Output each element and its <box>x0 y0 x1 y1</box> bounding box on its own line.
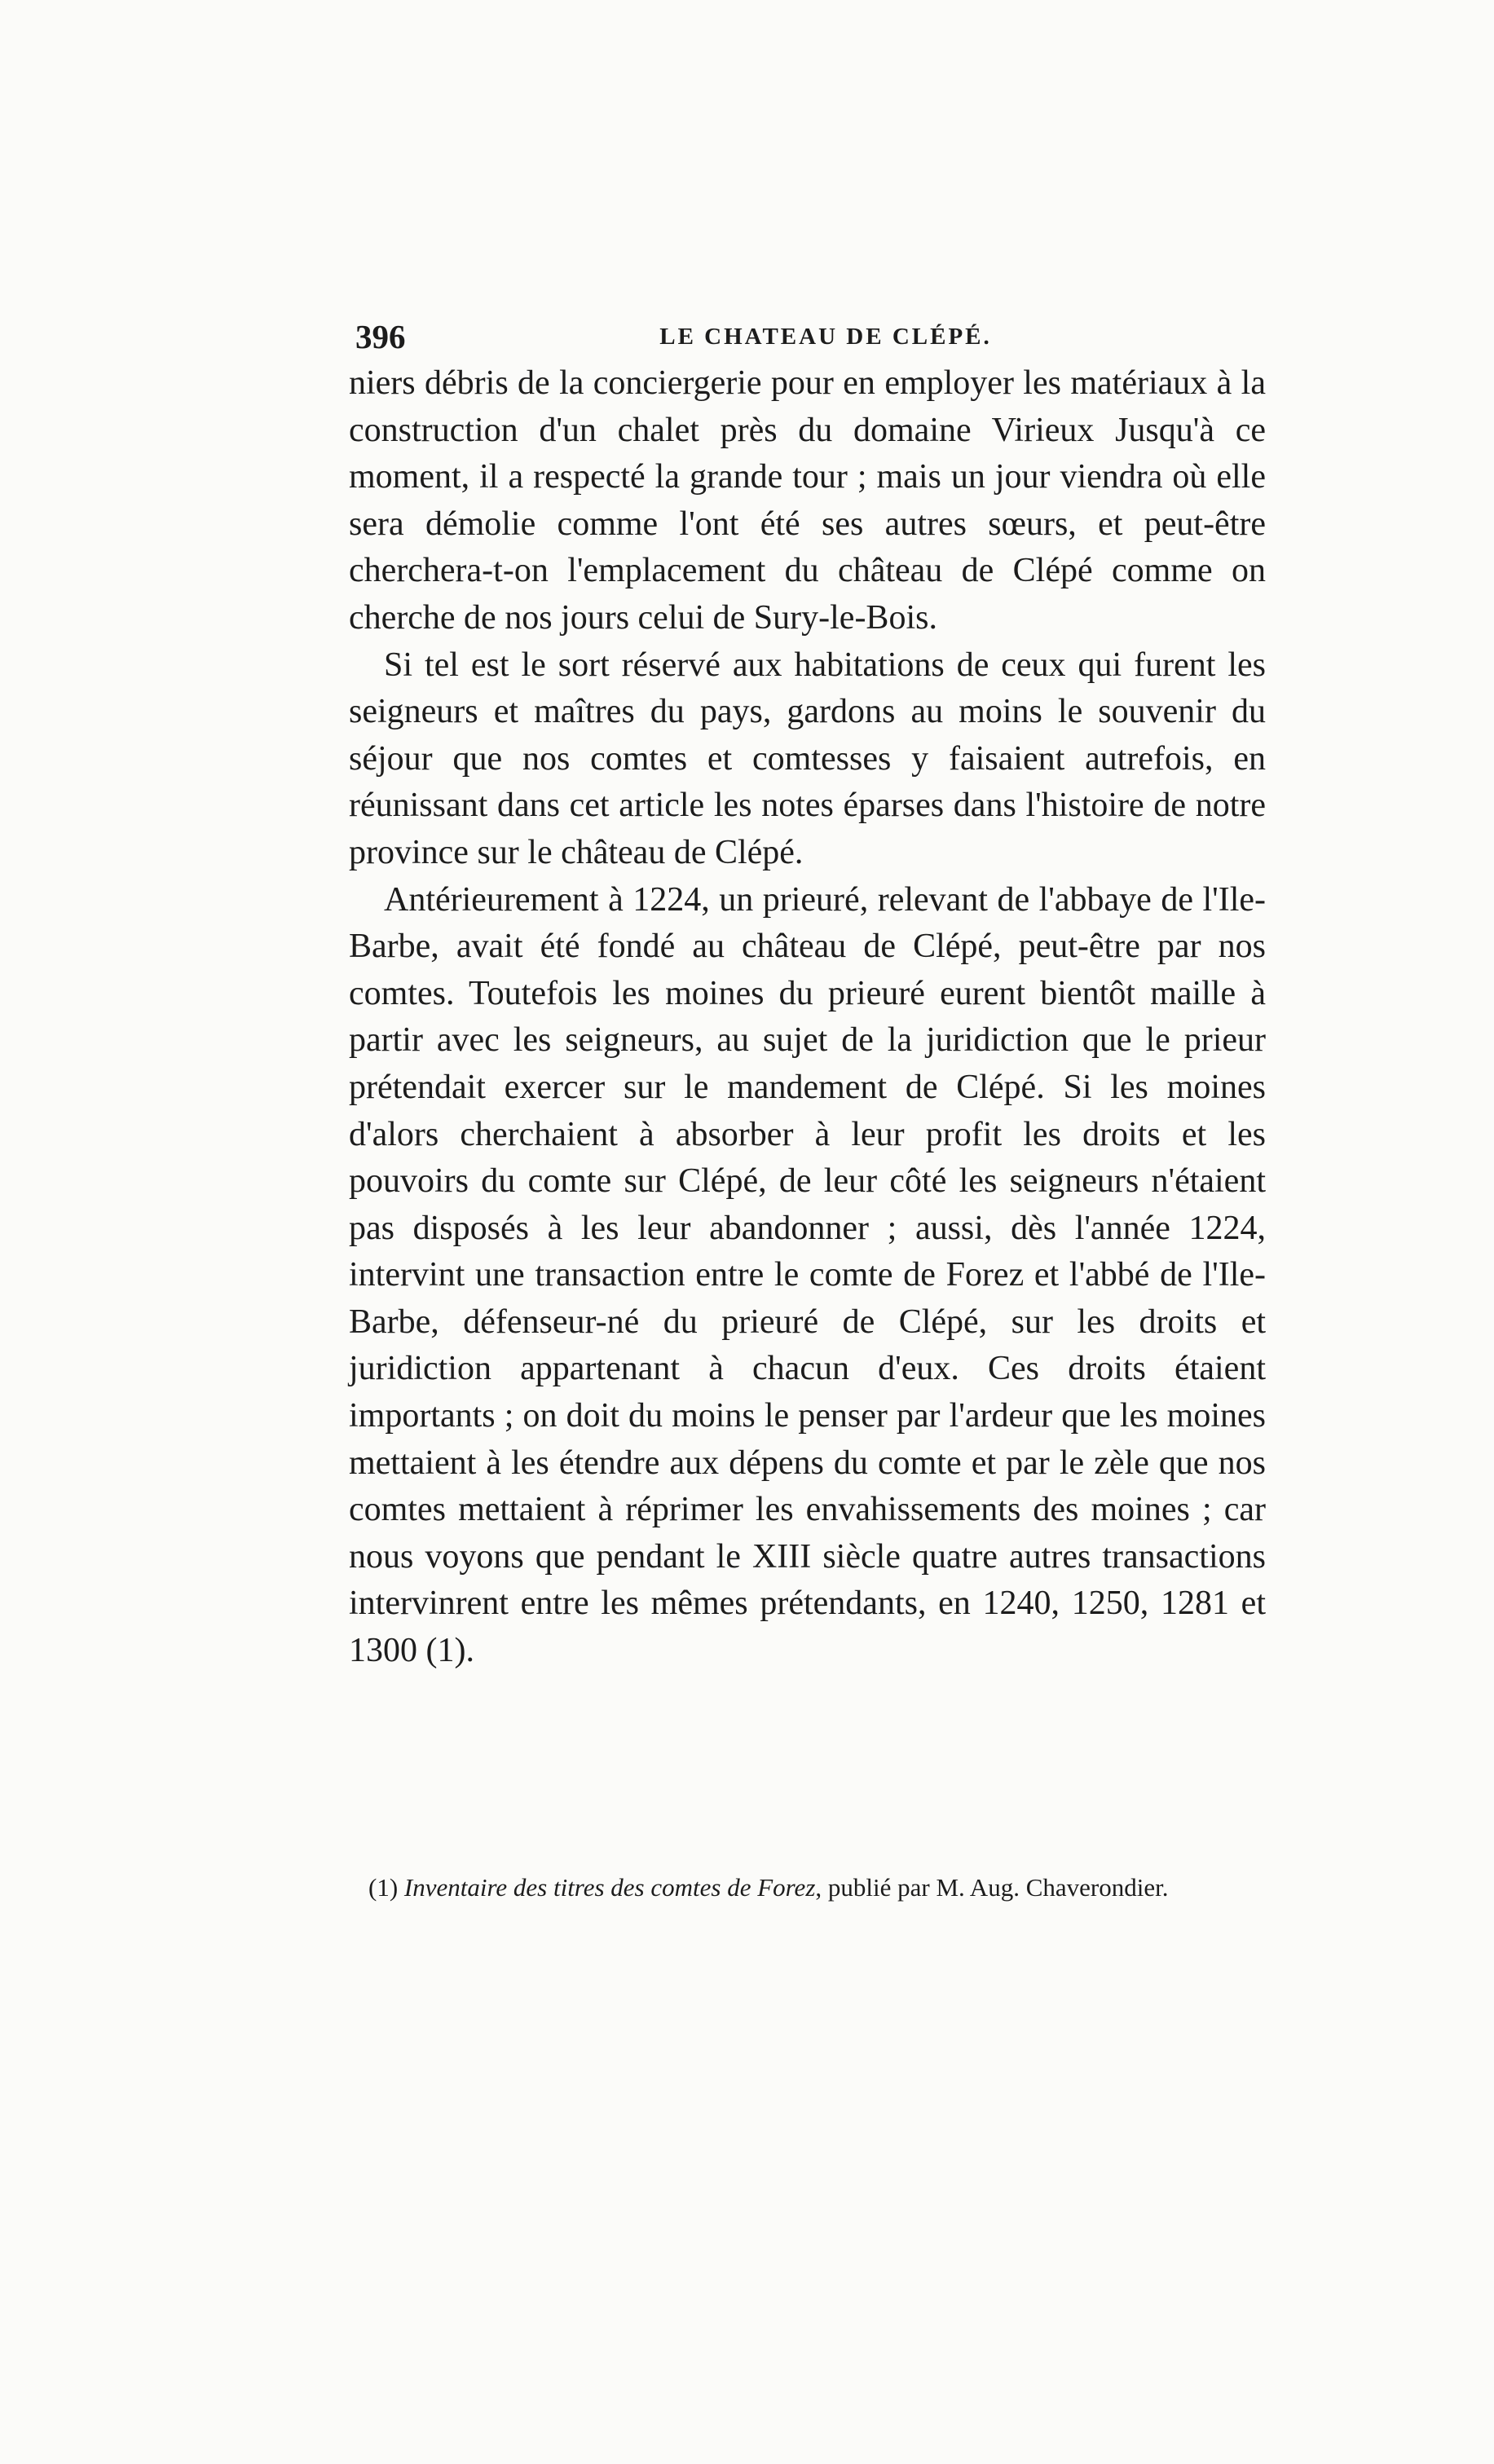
footnote-source-title: Inventaire des titres des comtes de Forez <box>403 1873 816 1902</box>
running-title: LE CHATEAU DE CLÉPÉ. <box>659 324 992 350</box>
paragraph-3: Antérieurement à 1224, un prieuré, relevant de l'abbaye de l'Ile-Barbe, avait été fondé au château de Clépé, peut-être par nos comtes. Toutefois les moines du prieuré eurent bientôt maille à partir avec les seigneurs, au sujet de la juridiction que le prieur prétendait exercer sur le mandement de Clépé. Si les moines d'alors cherchaient à absorber à leur profit les droits et les pouvoirs du comte sur Clépé, de leur côté les seigneurs n'étaient pas disposés à les leur abandonner ; aussi, dès l'année 1224, intervint une transaction entre le comte de Forez et l'abbé de l'Ile-Barbe, défenseur-né du prieuré de Clépé, sur les droits et juridiction appartenant à chacun d'eux. Ces droits étaient importants ; on doit du moins le penser par l'ardeur que les moines mettaient à les étendre aux dépens du comte et par le zèle que nos comtes mettaient à réprimer les envahissements des moines ; car nous voyons que pendant le XIII siècle quatre autres transactions intervinrent entre les mêmes prétendants, en 1240, 1250, 1281 et 1300 (1). <box>349 880 1266 1670</box>
footnote <box>349 1871 1266 1905</box>
page-header <box>355 314 1263 359</box>
main-text <box>349 360 1266 1675</box>
footnote-marker: (1) <box>368 1873 404 1902</box>
paragraph-1: niers débris de la conciergerie pour en employer les matériaux à la construction d'un chalet près du domaine Virieux Jusqu'à ce moment, il a respecté la grande tour ; mais un jour viendra où elle sera démolie comme l'ont été ses autres sœurs, et peut-être cherchera-t-on l'emplacement du château de Clépé comme on cherche de nos jours celui de Sury-le-Bois. <box>349 364 1266 637</box>
page-number: 396 <box>355 318 406 355</box>
paragraph-2: Si tel est le sort réservé aux habitations de ceux qui furent les seigneurs et maîtres du pays, gardons au moins le souvenir du séjour que nos comtes et comtesses y faisaient autrefois, en réunissant dans cet article les notes éparses dans l'histoire de notre province sur le château de Clépé. <box>349 646 1266 871</box>
footnote-text: , publié par M. Aug. Chaverondier. <box>815 1873 1169 1902</box>
